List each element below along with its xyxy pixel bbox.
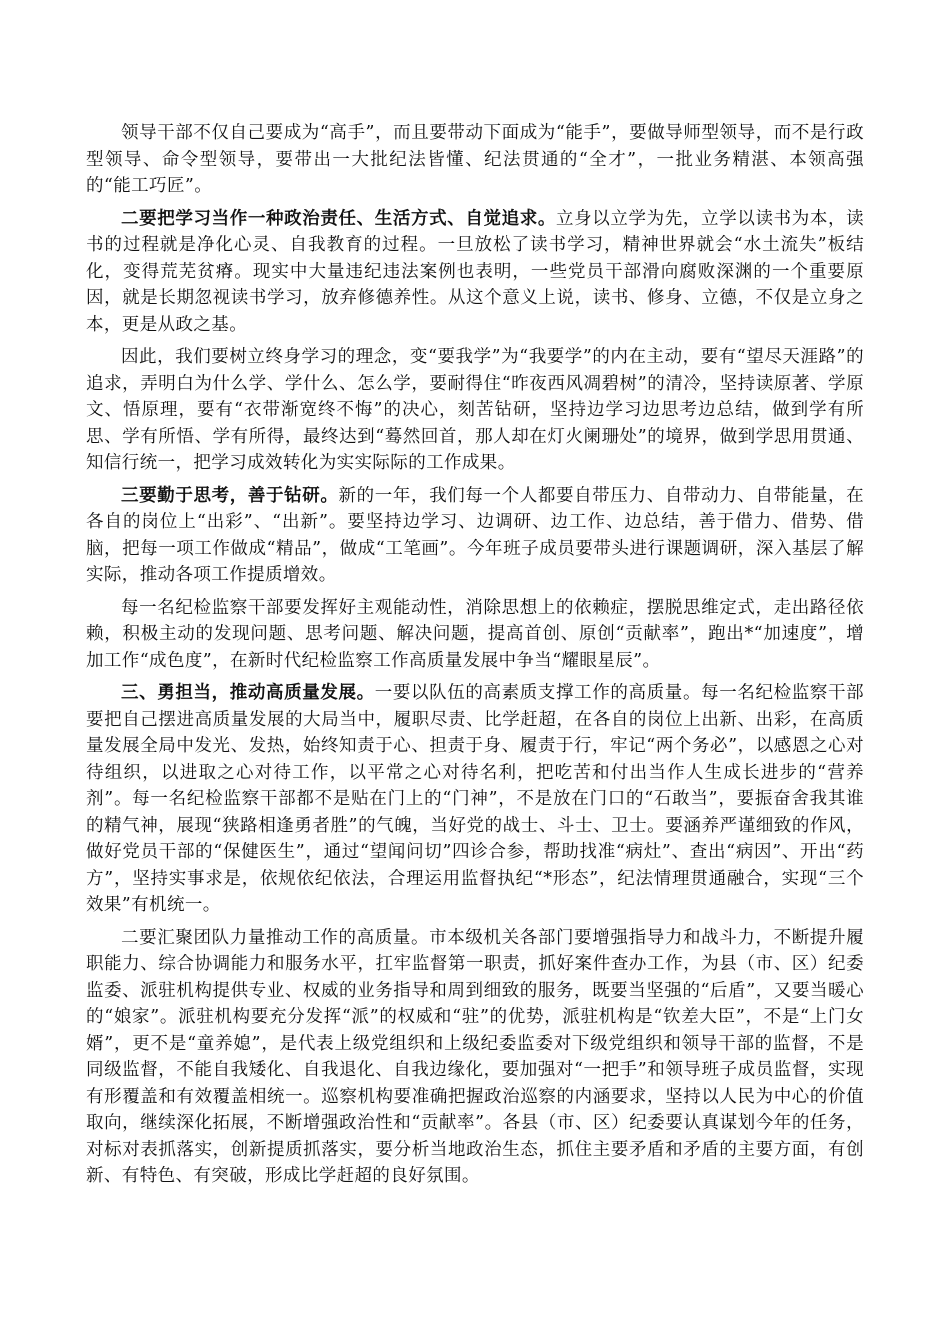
paragraph-5-text: 每一名纪检监察干部要发挥好主观能动性，消除思想上的依赖症，摆脱思维定式，走出路径依赖，积极主动的发现问题、思考问题、解决问题，提高首创、原创“贡献率”，跑出*“加速度”，增加工作“成色度”，在新时代纪检监察工作高质量发展中争当“耀眼星辰”。 bbox=[86, 597, 864, 671]
paragraph-4 bbox=[86, 483, 864, 589]
paragraph-5 bbox=[86, 595, 864, 675]
paragraph-7 bbox=[86, 925, 864, 1190]
paragraph-3-text: 因此，我们要树立终身学习的理念，变“要我学”为“我要学”的内在主动，要有“望尽天涯路”的追求，弄明白为什么学、学什么、怎么学，要耐得住“昨夜西风凋碧树”的清冷，坚持读原著、学原文、悟原理，要有“衣带渐宽终不悔”的决心，刻苦钻研，坚持边学习边思考边总结，做到学有所思、学有所悟、学有所得，最终达到“蓦然回首，那人却在灯火阑珊处”的境界，做到学思用贯通、知信行统一，把学习成效转化为实实际际的工作成果。 bbox=[86, 347, 864, 473]
paragraph-6-text: 一要以队伍的高素质支撑工作的高质量。每一名纪检监察干部要把自己摆进高质量发展的大局当中，履职尽责、比学赶超，在各自的岗位上出新、出彩，在高质量发展全局中发光、发热，始终知责于心、担责于身、履责于行，牢记“两个务必”，以感恩之心对待组织，以进取之心对待工作，以平常之心对待名利，把吃苦和付出当作人生成长进步的“营养剂”。每一名纪检监察干部都不是贴在门上的“门神”，不是放在门口的“石敢当”，要振奋舍我其谁的精气神，展现“狭路相逢勇者胜”的气魄，当好党的战士、斗士、卫士。要涵养严谨细致的作风，做好党员干部的“保健医生”，通过“望闻问切”四诊合参，帮助找准“病灶”、查出“病因”、开出“药方”，坚持实事求是，依规依纪依法，合理运用监督执纪“*形态”，纪法情理贯通融合，实现“三个效果”有机统一。 bbox=[86, 683, 864, 915]
paragraph-6-lead: 三、勇担当，推动高质量发展。 bbox=[121, 683, 375, 703]
paragraph-2 bbox=[86, 206, 864, 339]
paragraph-1-text: 领导干部不仅自己要成为“高手”，而且要带动下面成为“能手”，要做导师型领导，而不是行政型领导、命令型领导，要带出一大批纪法皆懂、纪法贯通的“全才”，一批业务精湛、本领高强的“能工巧匠”。 bbox=[86, 123, 864, 196]
paragraph-2-text: 立身以立学为先，立学以读书为本，读书的过程就是净化心灵、自我教育的过程。一旦放松了读书学习，精神世界就会“水土流失”板结化，变得荒芜贫瘠。现实中大量违纪违法案例也表明，一些党员干部滑向腐败深渊的一个重要原因，就是长期忽视读书学习，放弃修德养性。从这个意义上说，读书、修身、立德，不仅是立身之本，更是从政之基。 bbox=[86, 208, 864, 335]
document-page bbox=[86, 120, 864, 1196]
paragraph-2-lead: 二要把学习当作一种政治责任、生活方式、自觉追求。 bbox=[121, 208, 557, 229]
paragraph-1 bbox=[86, 120, 864, 200]
paragraph-4-lead: 三要勤于思考，善于钻研。 bbox=[121, 485, 339, 506]
paragraph-7-text: 二要汇聚团队力量推动工作的高质量。市本级机关各部门要增强指导力和战斗力，不断提升履职能力、综合协调能力和服务水平，扛牢监督第一职责，抓好案件查办工作，为县（市、区）纪委监委、派驻机构提供专业、权威的业务指导和周到细致的服务，既要当坚强的“后盾”，又要当暖心的“娘家”。派驻机构要充分发挥“派”的权威和“驻”的优势，派驻机构是“钦差大臣”，不是“上门女婿”，更不是“童养媳”，是代表上级党组织和上级纪委监委对下级党组织和领导干部的监督，不是同级监督，不能自我矮化、自我退化、自我边缘化，要加强对“一把手”和领导班子成员监督，实现有形覆盖和有效覆盖相统一。巡察机构要准确把握政治巡察的内涵要求，坚持以人民为中心的价值取向，继续深化拓展，不断增强政治性和“贡献率”。各县（市、区）纪委要认真谋划今年的任务，对标对表抓落实，创新提质抓落实，要分析当地政治生态，抓住主要矛盾和矛盾的主要方面，有创新、有特色、有突破，形成比学赶超的良好氛围。 bbox=[86, 927, 864, 1186]
paragraph-3 bbox=[86, 344, 864, 477]
paragraph-6 bbox=[86, 680, 864, 919]
paragraph-4-text: 新的一年，我们每一个人都要自带压力、自带动力、自带能量，在各自的岗位上“出彩”、“出新”。要坚持边学习、边调研、边工作、边总结，善于借力、借势、借脑，把每一项工作做成“精品”，做成“工笔画”。今年班子成员要带头进行课题调研，深入基层了解实际，推动各项工作提质增效。 bbox=[86, 485, 864, 585]
